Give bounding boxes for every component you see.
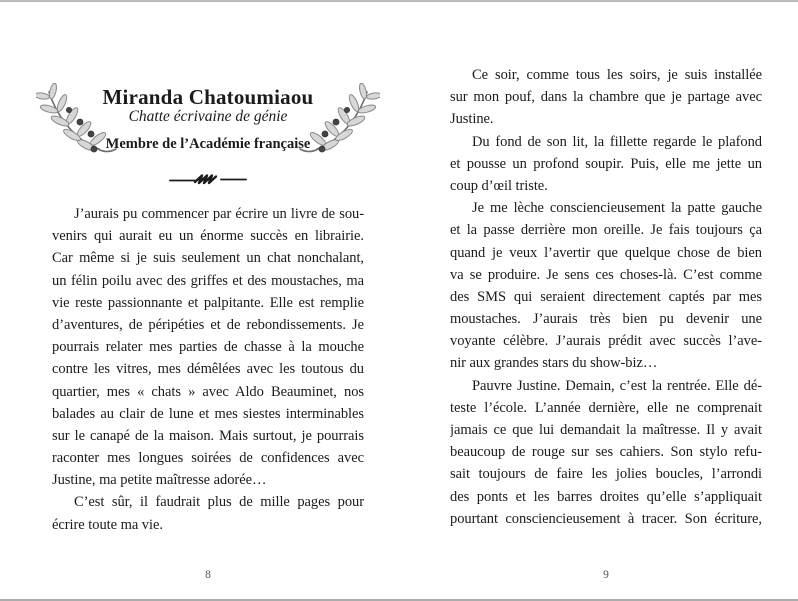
text-line: teste l’école. L’année dernière, elle ne comprenait xyxy=(450,399,762,416)
text-line: pourrais relater mes parties de chasse à la mouche xyxy=(52,339,364,356)
text-line: Pauvre Justine. Demain, c’est la rentrée. Elle dé- xyxy=(472,377,762,394)
text-line: sur mon pouf, dans la chambre que je partage avec xyxy=(450,89,762,106)
text-line: des ponts et les barres droites qu’elle s’appliquait xyxy=(450,488,762,505)
text-line: Du fond de son lit, la fillette regarde le plafond xyxy=(472,133,762,150)
right-page-text xyxy=(450,64,762,530)
author-affiliation: Membre de l’Académie française xyxy=(105,136,311,152)
text-line: moustaches. J’aurais très bien pu devenir une xyxy=(450,311,762,328)
text-line: va se produire. Je sens ces choses-là. C’est comme xyxy=(450,266,762,283)
text-line: balades au clair de lune et mes siestes interminables xyxy=(52,405,364,422)
text-line: Car même si je suis seulement un chat nonchalant, xyxy=(52,250,364,267)
text-line: sait toujours de faire les jolies boucles, l’arrondi xyxy=(450,466,762,483)
rope-twist-divider-icon xyxy=(52,171,364,192)
text-line: beaucoup de rouge sur ses cahiers. Son stylo refu- xyxy=(450,444,762,461)
page-left xyxy=(52,0,364,601)
page-number-right: 9 xyxy=(603,569,609,581)
text-line: d’aventures, de péripéties et de rebondissements. Je xyxy=(52,316,364,333)
text-line: contre les vitres, mes démêlées avec les toutous du xyxy=(52,361,364,378)
text-line: quand je veux l’avertir que quelque chose de bien xyxy=(450,244,762,261)
text-line: vie reste passionnante et palpitante. Elle est remplie xyxy=(52,294,364,311)
text-line: pourtant consciencieusement à tracer. Son écriture, xyxy=(450,510,762,527)
text-line: coup d’œil triste. xyxy=(450,177,548,194)
text-line: et la passe derrière mon oreille. Je fais toujours ça xyxy=(450,222,762,239)
text-line: un félin poilu avec des griffes et des moustaches, ma xyxy=(52,272,364,289)
text-line: Ce soir, comme tous les soirs, je suis installée xyxy=(472,67,762,83)
page-right xyxy=(450,0,762,601)
text-line: nir aux grandes stars du show-biz… xyxy=(450,355,658,372)
left-page-text xyxy=(52,203,364,536)
author-name: Miranda Chatoumiaou xyxy=(102,85,314,110)
author-subtitle: Chatte écrivaine de génie xyxy=(128,108,288,125)
text-line: venirs qui aurait eu un énorme succès en librairie. xyxy=(52,228,364,245)
text-line: Justine. xyxy=(450,111,494,128)
text-line: C’est sûr, il faudrait plus de mille pages pour xyxy=(74,494,364,511)
text-line: des SMS qui seraient directement captés par mes xyxy=(450,288,762,305)
text-line: Justine, ma petite maîtresse adorée… xyxy=(52,472,267,489)
text-line: et pousse un profond soupir. Puis, elle me jette un xyxy=(450,155,762,172)
text-line: J’aurais pu commencer par écrire un livre de sou- xyxy=(74,206,364,222)
text-line: écrire toute ma vie. xyxy=(52,516,163,533)
text-line: raconter mes longues soirées de confidences avec xyxy=(52,450,364,467)
page-number-left: 8 xyxy=(205,569,211,581)
text-line: Je me lèche consciencieusement la patte gauche xyxy=(472,200,762,217)
text-line: quartier, mes « chats » avec Aldo Beauminet, nos xyxy=(52,383,364,400)
text-line: jamais ce que lui demandait la maîtresse. Il y avait xyxy=(450,422,762,438)
text-line: sur le canapé de la maison. Mais surtout, je pourrais xyxy=(52,427,364,444)
text-line: voyante célèbre. J’aurais prédit avec succès l’ave- xyxy=(450,333,762,350)
